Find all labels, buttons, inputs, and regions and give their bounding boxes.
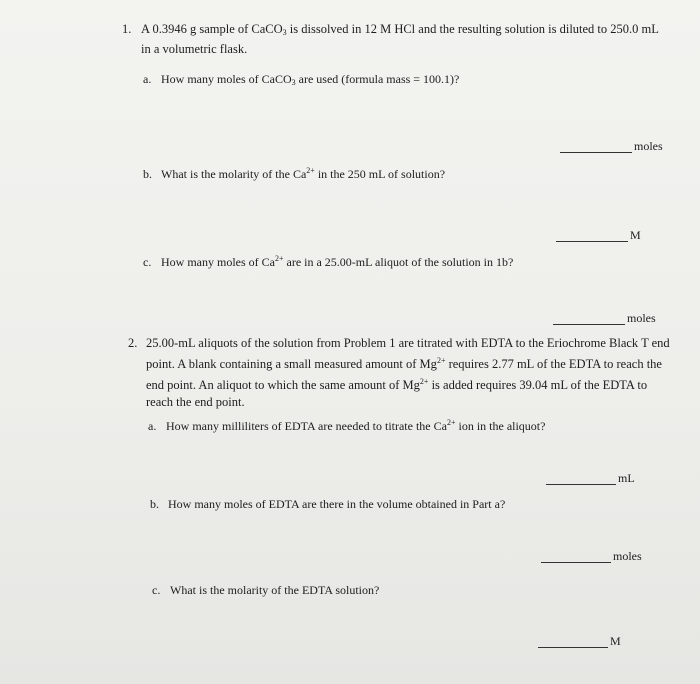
answer-2a[interactable]: mL [546, 471, 635, 485]
question-2-number: 2. [128, 336, 138, 350]
question-1-number: 1. [122, 22, 132, 36]
question-2b: b. How many moles of EDTA are there in the volume obtained in Part a? [150, 497, 506, 511]
question-2c: c. What is the molarity of the EDTA solution? [152, 583, 380, 597]
answer-2b-blank[interactable] [541, 562, 611, 563]
question-1c: c. How many moles of $Ca^{2+}$ are in a 25.00-mL aliquot of the solution in 1b? [143, 254, 514, 269]
answer-2b[interactable]: moles [541, 549, 642, 563]
answer-1a-blank[interactable] [560, 152, 632, 153]
answer-1c[interactable]: moles [553, 311, 656, 325]
answer-2c-blank[interactable] [538, 647, 608, 648]
answer-1a[interactable]: moles [560, 139, 663, 153]
question-2-text: 25.00-mL aliquots of the solution from Problem 1 are titrated with EDTA to the Eriochrome Black T end point. A blank containing a small measured amount of $Mg^{2+}$ requires 2.77 mL of the EDTA to reach the end point. An aliquot to which the same amount of $Mg^{2+}$ is added requires 39.04 mL of the EDTA to reach the end point. [146, 336, 670, 409]
answer-1b[interactable]: M [556, 228, 641, 242]
question-2a: a. How many milliliters of EDTA are needed to titrate the $Ca^{2+}$ ion in the aliquot? [148, 418, 546, 433]
answer-1c-blank[interactable] [553, 324, 625, 325]
question-1a: a. How many moles of CaCO$_3$ are used (formula mass = 100.1)? [143, 72, 460, 87]
answer-2a-blank[interactable] [546, 484, 616, 485]
answer-2c[interactable]: M [538, 634, 621, 648]
answer-1b-blank[interactable] [556, 241, 628, 242]
question-1-text: A 0.3946 g sample of CaCO$_3$ is dissolved in 12 M HCl and the resulting solution is diluted to 250.0 mL in a volumetric flask. [141, 22, 659, 56]
question-1b: b. What is the molarity of the $Ca^{2+}$ in the 250 mL of solution? [143, 166, 446, 181]
